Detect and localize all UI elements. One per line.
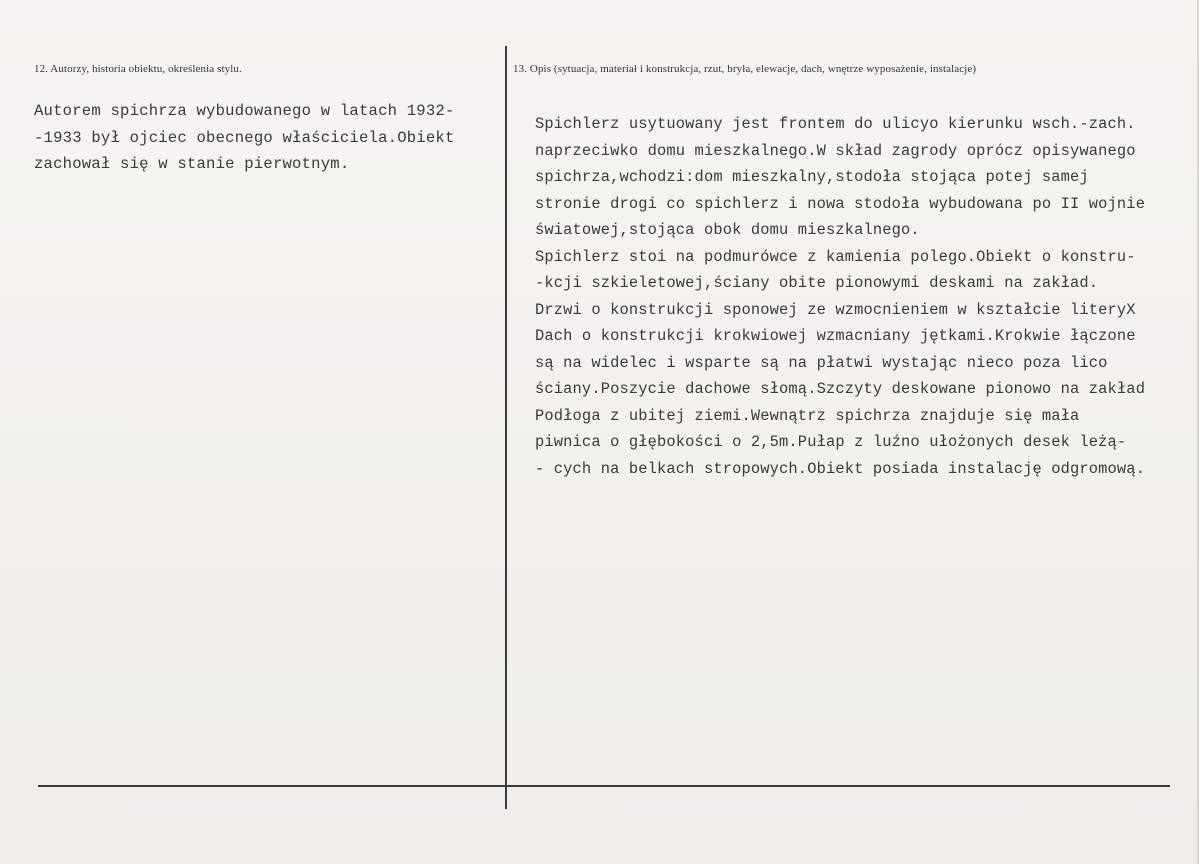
section-12-text (34, 98, 494, 178)
text-line: Drzwi o konstrukcji sponowej ze wzmocnieniem w kształcie literyX (535, 300, 1136, 319)
text-line: naprzeciwko domu mieszkalnego.W skład zagrody oprócz opisywanego (535, 141, 1136, 160)
text-line: Spichlerz stoi na podmurówce z kamienia polego.Obiekt o konstru- (535, 247, 1136, 266)
text-line: Autorem spichrza wybudowanego w latach 1932- (34, 102, 455, 120)
column-divider (505, 46, 507, 809)
section-12-header: 12. Autorzy, historia obiektu, określenia stylu. (34, 63, 242, 75)
text-line: stronie drogi co spichlerz i nowa stodoła wybudowana po II wojnie (535, 194, 1146, 213)
bottom-rule (38, 785, 1170, 787)
section-13-header: 13. Opis (sytuacja, materiał i konstrukcja, rzut, bryła, elewacje, dach, wnętrze wyposażenie, instalacje) (513, 63, 977, 75)
text-line: Spichlerz usytuowany jest frontem do ulicyo kierunku wsch.-zach. (535, 115, 1136, 133)
text-line: -1933 był ojciec obecnego właściciela.Obiekt (34, 128, 455, 147)
section-13-text (535, 111, 1197, 482)
text-line: piwnica o głębokości o 2,5m.Pułap z luźno ułożonych desek leżą- (535, 433, 1127, 451)
text-line: spichrza,wchodzi:dom mieszkalny,stodoła stojąca potej samej (535, 168, 1089, 186)
text-line: są na widelec i wsparte są na płatwi wystając nieco poza lico (535, 353, 1108, 372)
text-line: -kcji szkieletowej,ściany obite pionowymi deskami na zakład. (535, 274, 1099, 292)
text-line: - cych na belkach stropowych.Obiekt posiada instalację odgromową. (535, 459, 1146, 478)
text-line: Podłoga z ubitej ziemi.Wewnątrz spichrza znajduje się mała (535, 406, 1080, 425)
text-line: ściany.Poszycie dachowe słomą.Szczyty deskowane pionowo na zakład (535, 380, 1146, 398)
text-line: światowej,stojąca obok domu mieszkalnego. (535, 221, 920, 239)
text-line: zachował się w stanie pierwotnym. (34, 155, 350, 173)
text-line: Dach o konstrukcji krokwiowej wzmacniany jętkami.Krokwie łączone (535, 327, 1136, 345)
